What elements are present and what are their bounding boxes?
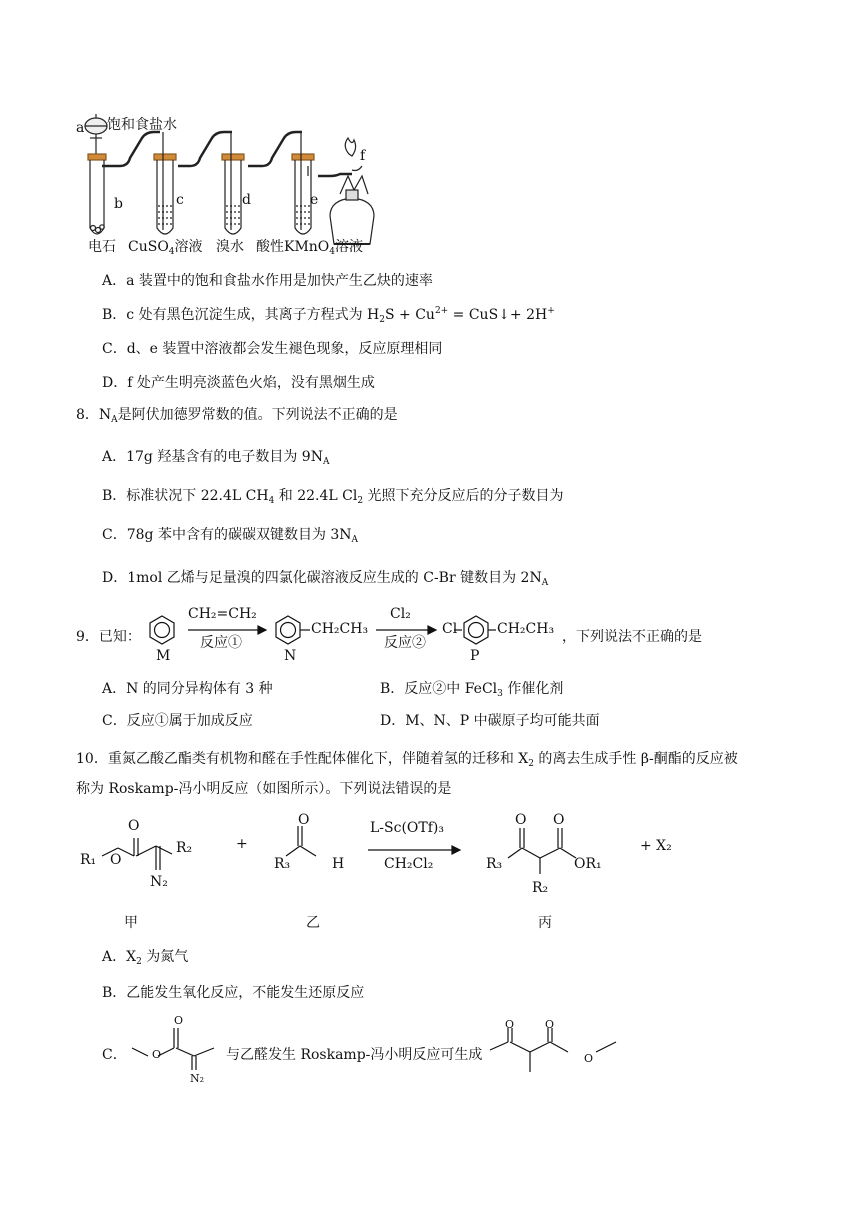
alcohol-lamp [330, 138, 374, 244]
q9-label-n: N [284, 648, 297, 664]
q9-known: 9．已知： [76, 629, 141, 645]
q10-jia-r1: R₁ [80, 852, 97, 868]
caption-kmno4: 酸性KMnO$_4$溶液 [256, 239, 364, 257]
q9-reagent-2: Cl₂ [390, 606, 411, 622]
benzene-ring-m [150, 616, 174, 644]
q10-p-o2: O [545, 1018, 555, 1031]
caption-bromine: 溴水 [216, 239, 244, 255]
q7-option-a: A．a 装置中的饱和食盐水作用是加快产生乙炔的速率 [102, 273, 433, 289]
q10-bing-or1: OR₁ [574, 856, 602, 872]
q8-stem: 8．$N_A$是阿伏加德罗常数的值。下列说法不正确的是 [76, 407, 398, 425]
q9-rxn-1: 反应① [200, 635, 242, 651]
q10-jia-r2: R₂ [176, 840, 193, 856]
q10-bing-o2: O [553, 812, 565, 828]
label-d: d [242, 192, 251, 208]
q10-name-jia: 甲 [124, 915, 138, 931]
q9-label-p: P [470, 648, 480, 664]
q7-option-d: D．f 处产生明亮淡蓝色火焰，没有黑烟生成 [102, 375, 375, 391]
label-b: b [114, 196, 123, 212]
q10-option-a: A．$X_2$ 为氮气 [102, 949, 189, 967]
test-tube-c [154, 132, 176, 234]
q10-name-bing: 丙 [538, 915, 552, 931]
q9-label-m: M [156, 648, 171, 664]
q10-yi-o: O [298, 812, 310, 828]
q10-yi-h: H [332, 856, 345, 872]
q10-yi-r3: R₃ [274, 856, 291, 872]
q10-option-c-prefix: C． [102, 1047, 127, 1063]
q9-stem-tail: ，下列说法不正确的是 [562, 629, 702, 645]
test-tube-e [292, 132, 314, 234]
label-a: a [76, 120, 85, 136]
label-c: c [176, 192, 184, 208]
q9-rxn-2: 反应② [384, 635, 426, 651]
q8-option-c: C．78g 苯中含有的碳碳双键数目为 $3N_A$ [102, 527, 359, 545]
label-f: f [360, 148, 366, 164]
q10-p-o1: O [505, 1018, 515, 1031]
q10-jia-o: O [128, 818, 140, 834]
q10-option-b: B．乙能发生氧化反应，不能发生还原反应 [102, 985, 365, 1001]
q8-option-b: B．标准状况下 22.4L $CH_4$ 和 22.4L $Cl_2$ 光照下充分反应后的分子数目为 [102, 488, 564, 506]
q10-jia-ether-o: O [110, 852, 122, 868]
q10-bing-o1: O [515, 812, 527, 828]
q10-catalyst: L-Sc(OTf)₃ [370, 820, 444, 836]
q10-bing-r3: R₃ [486, 856, 503, 872]
test-tube-d [222, 132, 244, 234]
label-brine: 饱和食盐水 [107, 117, 177, 133]
q10-bing-r2: R₂ [532, 880, 549, 896]
q9-option-b: B．反应②中 FeCl$_3$ 作催化剂 [380, 681, 564, 699]
q9-option-c: C．反应①属于加成反应 [102, 713, 253, 729]
q10-c-n2: N₂ [190, 1072, 205, 1085]
label-e: e [310, 192, 319, 208]
q10-x2: + X₂ [640, 838, 672, 854]
q9-reagent-1: CH₂=CH₂ [188, 606, 257, 622]
caption-carbide: 电石 [88, 239, 116, 255]
q10-c-o2: O [174, 1014, 184, 1027]
q10-name-yi: 乙 [306, 915, 320, 931]
benzene-ring-n [276, 616, 300, 644]
q9-cl: Cl [442, 621, 458, 637]
q10-solvent: CH₂Cl₂ [384, 856, 434, 872]
q10-stem-line-1: 10．重氮乙酸乙酯类有机物和醛在手性配体催化下，伴随着氢的迁移和 $X_2$ 的离去生成手性 β-酮酯的反应被 [76, 751, 738, 769]
q9-group-p: CH₂CH₃ [497, 621, 555, 637]
q9-option-a: A．N 的同分异构体有 3 种 [102, 681, 273, 697]
q10-jia-n2: N₂ [150, 874, 168, 890]
benzene-ring-p [464, 616, 488, 644]
q7-option-b: B．c 处有黑色沉淀生成，其离子方程式为 $H_2S + Cu^{2+}$ = CuS↓+ 2H+ [102, 306, 555, 325]
caption-cuso4: CuSO$_4$溶液 [128, 239, 203, 257]
separatory-funnel [85, 114, 107, 154]
q10-plus: + [236, 836, 248, 852]
q7-option-c: C．d、e 装置中溶液都会发生褪色现象，反应原理相同 [102, 341, 443, 357]
q10-p-o3: O [584, 1052, 594, 1065]
q10-option-c-text: 与乙醛发生 Roskamp-冯小明反应可生成 [226, 1047, 483, 1063]
q8-option-a: A．17g 羟基含有的电子数目为 $9N_A$ [102, 449, 330, 467]
q9-option-d: D．M、N、P 中碳原子均可能共面 [380, 713, 600, 729]
q9-group-n: CH₂CH₃ [311, 621, 369, 637]
q10-stem-line-2: 称为 Roskamp-冯小明反应（如图所示）。下列说法错误的是 [76, 781, 452, 797]
q10-c-o1: O [152, 1048, 162, 1061]
q8-option-d: D．1mol 乙烯与足量溴的四氯化碳溶液反应生成的 C-Br 键数目为 $2N_A$ [102, 570, 549, 588]
